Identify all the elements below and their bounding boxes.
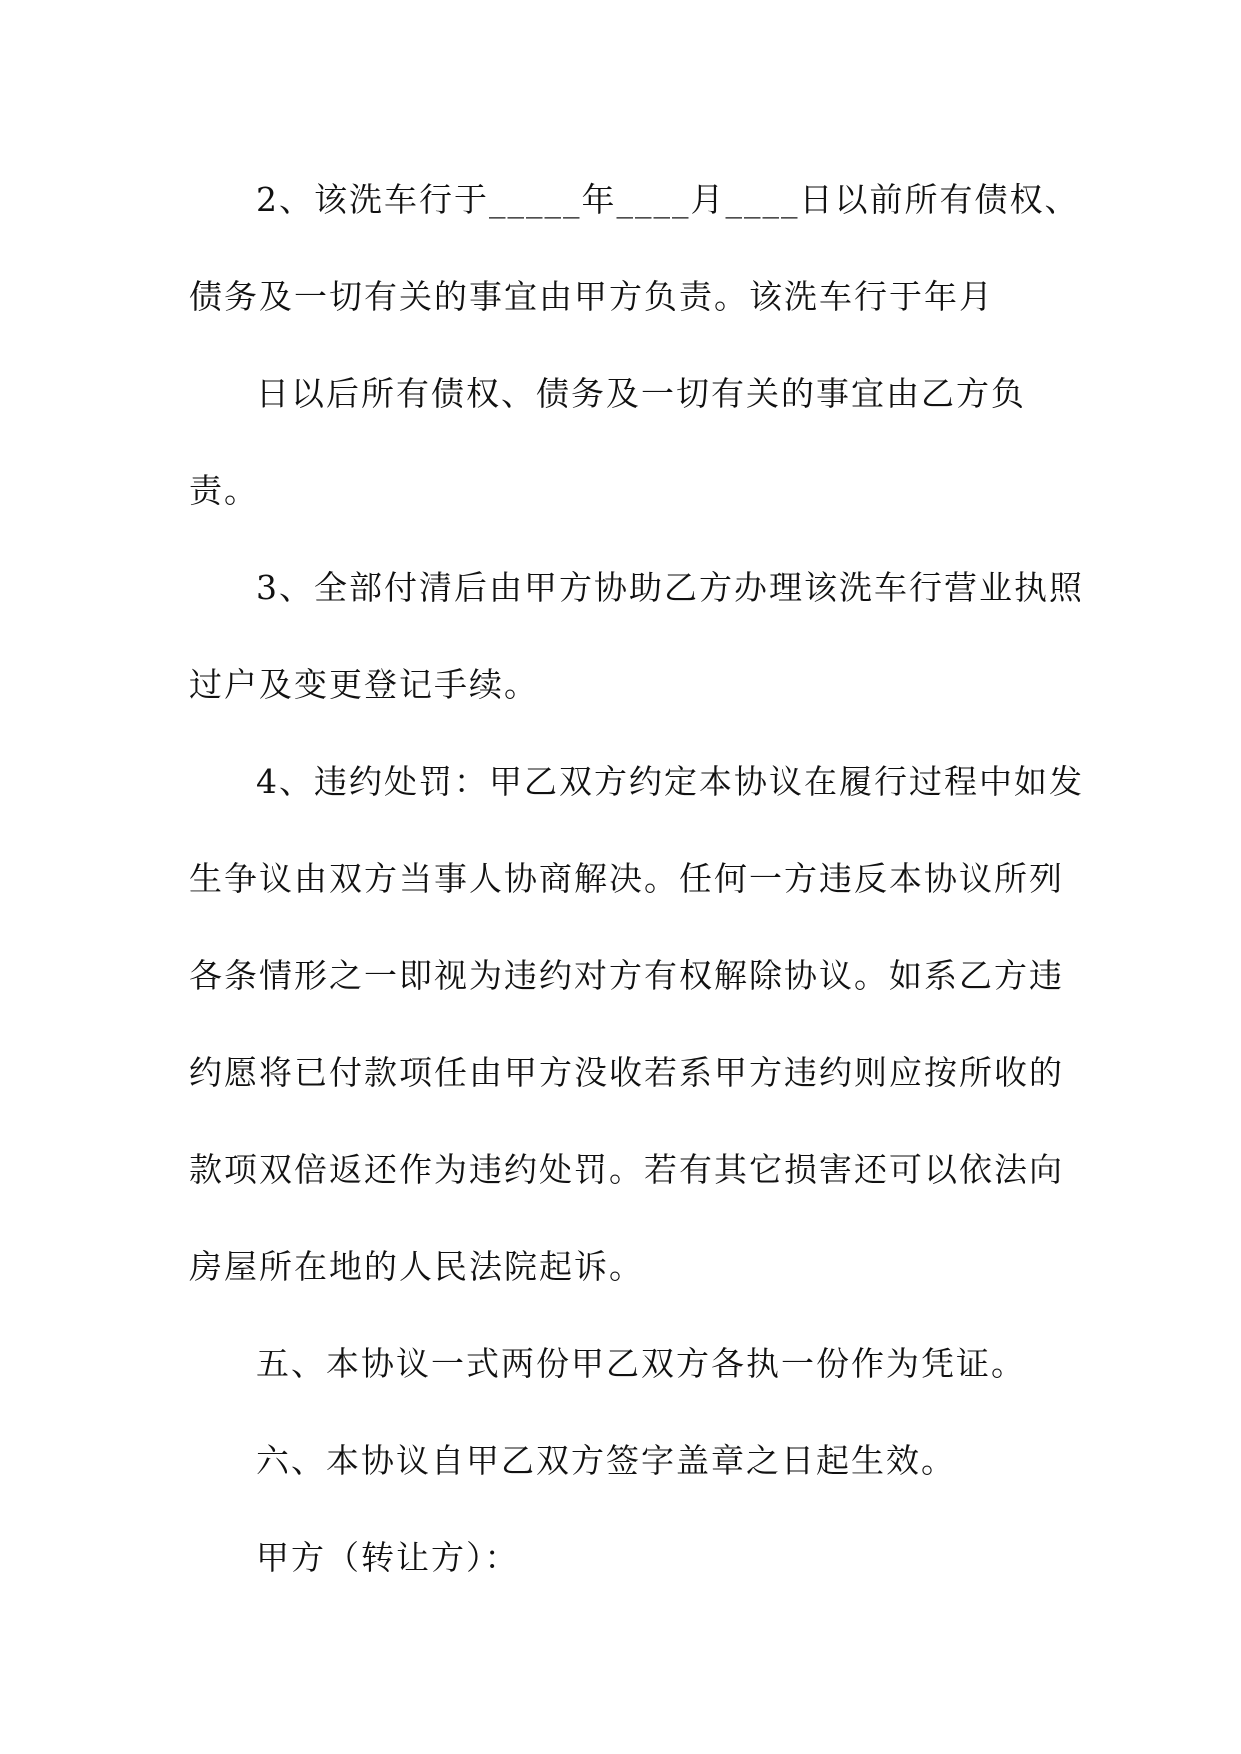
clause-4-line-2: 生争议由双方当事人协商解决。任何一方违反本协议所列	[189, 859, 1064, 898]
clause-2-line-1: 2、该洗车行于_____年____月____日以前所有债权、	[256, 180, 1080, 219]
clause-4-line-5: 款项双倍返还作为违约处罚。若有其它损害还可以依法向	[189, 1150, 1064, 1189]
clause-3-line-1: 3、全部付清后由甲方协助乙方办理该洗车行营业执照	[256, 568, 1084, 607]
clause-3-line-2: 过户及变更登记手续。	[189, 665, 539, 704]
clause-4-line-4: 约愿将已付款项任由甲方没收若系甲方违约则应按所收的	[189, 1053, 1064, 1092]
clause-4-line-1: 4、违约处罚：甲乙双方约定本协议在履行过程中如发	[256, 762, 1084, 801]
clause-2-line-4: 责。	[189, 471, 259, 510]
clause-4-line-3: 各条情形之一即视为违约对方有权解除协议。如系乙方违	[189, 956, 1064, 995]
clause-6-line: 六、本协议自甲乙双方签字盖章之日起生效。	[256, 1441, 956, 1480]
clause-4-line-6: 房屋所在地的人民法院起诉。	[189, 1247, 644, 1286]
clause-2-line-3: 日以后所有债权、债务及一切有关的事宜由乙方负	[256, 374, 1026, 413]
party-a-signature-label: 甲方（转让方）：	[256, 1538, 520, 1577]
clause-2-line-2: 债务及一切有关的事宜由甲方负责。该洗车行于年月	[189, 277, 994, 316]
clause-5-line: 五、本协议一式两份甲乙双方各执一份作为凭证。	[256, 1344, 1026, 1383]
